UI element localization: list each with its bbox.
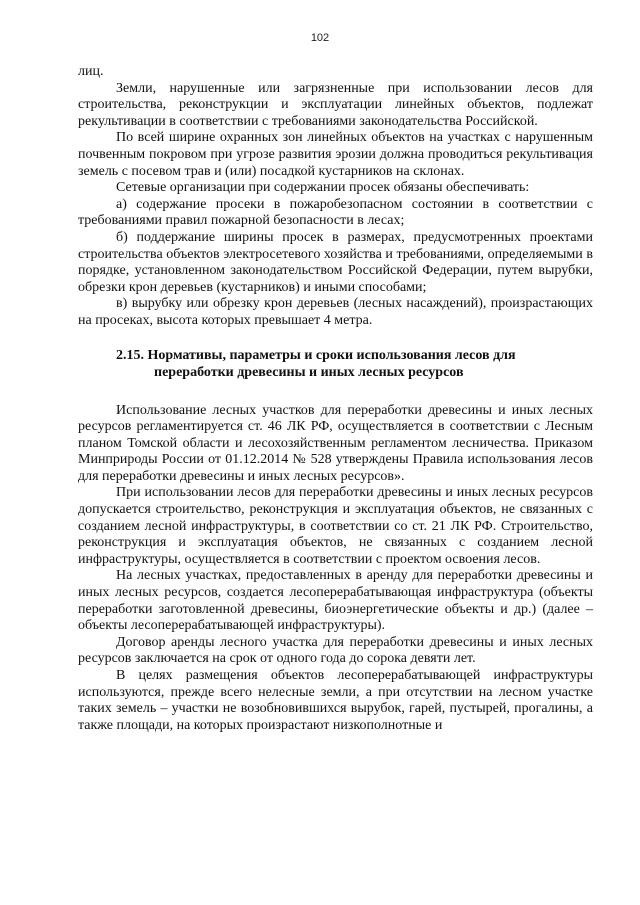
list-item-a: а) содержание просеки в пожаробезопасном состоянии в соответствии с требованиями правил пожарной безопасности в лесах;: [78, 196, 593, 229]
section-heading-line1: 2.15. Нормативы, параметры и сроки использования лесов для: [116, 347, 516, 363]
paragraph: Использование лесных участков для переработки древесины и иных лесных ресурсов регламентируется ст. 46 ЛК РФ, осуществляется в соответствии с Лесным планом Томской области и лесохозяйственным регламентом лесничества. Приказом Минприроды России от 01.12.2014 № 528 утверждены Правила использования лесов для переработки древесины и иных лесных ресурсов».: [78, 402, 593, 484]
paragraph: По всей ширине охранных зон линейных объектов на участках с нарушенным почвенным покровом при угрозе развития эрозии должна проводиться рекультивация земель с посевом трав и (или) посадкой кустарников на склонах.: [78, 130, 593, 179]
paragraph: В целях размещения объектов лесоперерабатывающей инфраструктуры используются, прежде всего нелесные земли, а при отсутствии на лесном участке таких земель – участки не возобновившихся вырубок, гарей, пустырей, прогалины, а также площади, на которых произрастают низкополнотные и: [78, 668, 593, 733]
document-body: [78, 64, 593, 734]
paragraph: Земли, нарушенные или загрязненные при использовании лесов для строительства, реконструкции и эксплуатации линейных объектов, подлежат рекультивации в соответствии с требованиями законодательства Российской.: [78, 80, 593, 129]
page-number: 102: [310, 32, 330, 44]
paragraph: Договор аренды лесного участка для переработки древесины и иных лесных ресурсов заключается на срок от одного года до сорока девяти лет.: [78, 634, 593, 667]
list-item-c: в) вырубку или обрезку крон деревьев (лесных насаждений), произрастающих на просеках, высота которых превышает 4 метра.: [78, 296, 593, 328]
list-item-b: б) поддержание ширины просек в размерах, предусмотренных проектами строительства объектов электросетевого хозяйства и требованиями, определяемыми в порядке, установленном законодательством Российской Федерации, путем вырубки, обрезки крон деревьев (кустарников) и иными способами;: [78, 229, 593, 295]
paragraph: Сетевые организации при содержании просек обязаны обеспечивать:: [116, 180, 530, 196]
section-heading-line2: переработки древесины и иных лесных ресурсов: [154, 364, 464, 380]
paragraph-continuation: лиц.: [78, 64, 104, 79]
section-heading: [78, 347, 593, 381]
paragraph: На лесных участках, предоставленных в аренду для переработки древесины и иных лесных ресурсов, создается лесоперерабатывающая инфраструктура (объекты переработки заготовленной древесины, биоэнергетические объекты и др.) (далее – объекты лесоперерабатывающей инфраструктуры).: [78, 568, 593, 634]
paragraph: При использовании лесов для переработки древесины и иных лесных ресурсов допускается строительство, реконструкция и эксплуатация объектов, не связанных с созданием лесной инфраструктуры, в соответствии со ст. 21 ЛК РФ. Строительство, реконструкция и эксплуатация объектов, не связанных с созданием лесной инфраструктуры, осуществляется в соответствии с проектом освоения лесов.: [78, 485, 593, 567]
